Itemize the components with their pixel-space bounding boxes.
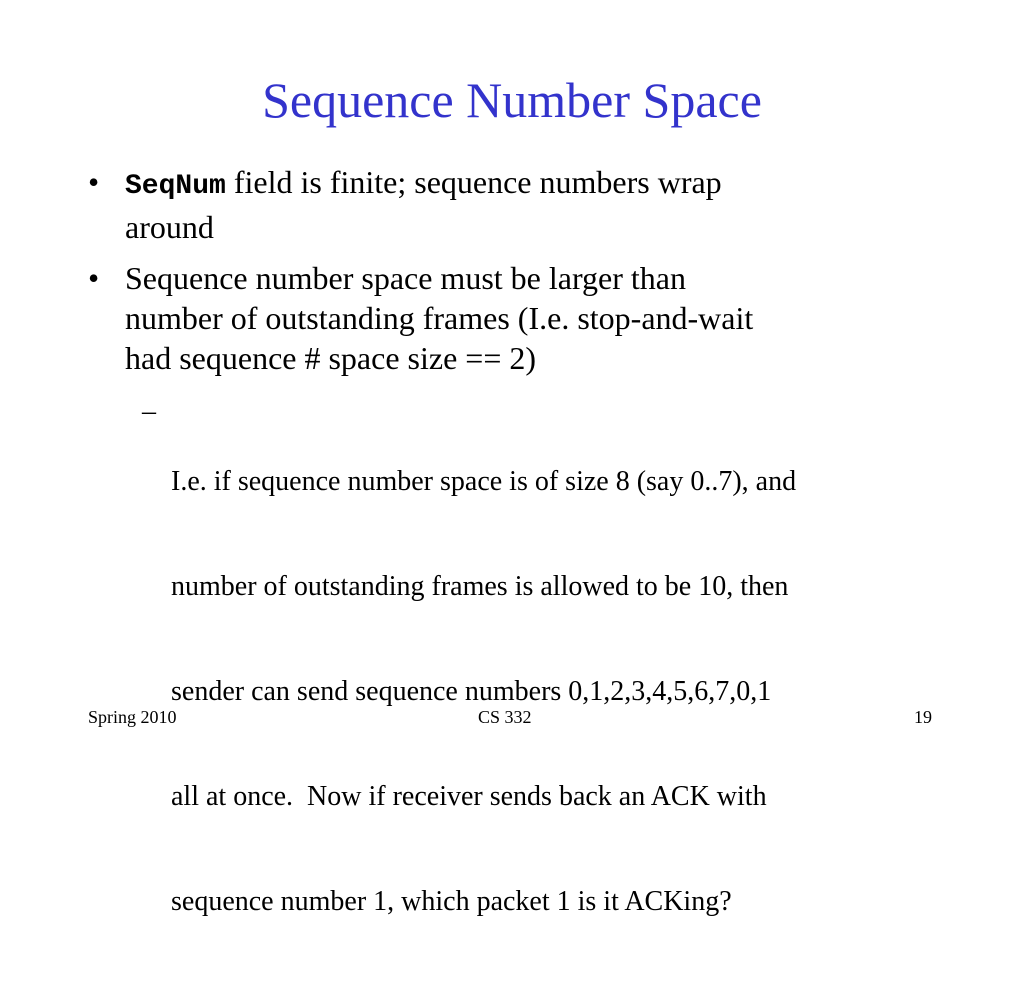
bullet-2-line-1: Sequence number space must be larger than (125, 260, 686, 296)
sub-bullet-line-1: I.e. if sequence number space is of size 8 (say 0..7), and (171, 466, 797, 497)
bullet-1-line-1-text: field is finite; sequence numbers wrap (225, 164, 722, 200)
bullet-1-text (125, 162, 925, 247)
bullet-marker: • (88, 164, 100, 200)
bullet-1-line-2: around (125, 209, 214, 245)
bullet-2-line-2: number of outstanding frames (I.e. stop-and-wait (125, 300, 754, 336)
sub-bullet-line-5: sequence number 1, which packet 1 is it ACKing? (171, 886, 732, 917)
sub-bullet-line-4: all at once. Now if receiver sends back an ACK with (171, 781, 767, 812)
bullet-1-line-1 (125, 162, 925, 207)
footer-course: CS 332 (478, 707, 532, 727)
footer-date: Spring 2010 (88, 707, 177, 727)
seqnum-code: SeqNum (125, 171, 226, 202)
footer-page-number: 19 (914, 707, 932, 727)
sub-bullet-line-3: sender can send sequence numbers 0,1,2,3,4,5,6,7,0,1 (171, 676, 772, 707)
sub-bullet-line-2: number of outstanding frames is allowed to be 10, then (171, 571, 789, 602)
slide-title: Sequence Number Space (262, 72, 762, 128)
sub-bullet-marker: – (142, 396, 156, 427)
bullet-2-text (125, 258, 925, 378)
bullet-2-line-3: had sequence # space size == 2) (125, 340, 537, 376)
sub-bullet-text (171, 394, 951, 989)
bullet-marker: • (88, 260, 100, 296)
